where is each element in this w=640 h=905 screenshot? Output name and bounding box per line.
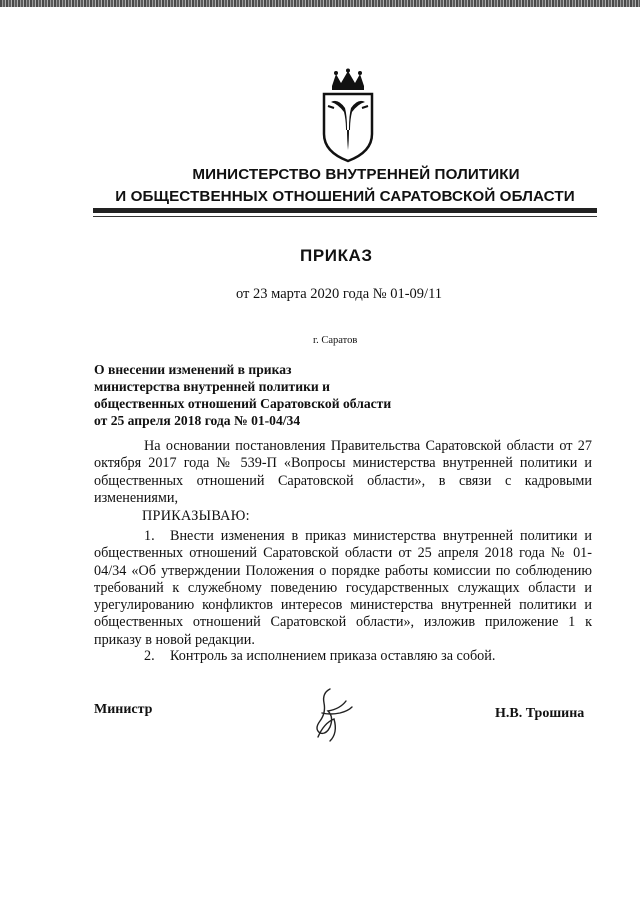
item-number: 2. <box>144 648 155 664</box>
item-text: Внести изменения в приказ министерства внутренней политики и общественных отношений Саратовской области от 25 апреля 2018 года № 01-04/34 «Об утверждении Положения о порядке работы комиссии по соблюдению требований к служебному поведению государственных служащих области и урегулированию конфликтов интересов министерства внутренней политики и общественных отношений Саратовской области», изложив приложение 1 к приказу в новой редакции. <box>94 528 592 648</box>
item-number: 1. <box>144 528 155 544</box>
header-divider-thin <box>93 216 597 217</box>
order-city: г. Саратов <box>313 335 358 346</box>
order-item-2 <box>144 648 495 665</box>
order-word: ПРИКАЗЫВАЮ: <box>142 508 250 524</box>
coat-of-arms-icon <box>318 68 378 164</box>
header-divider-thick <box>93 208 597 213</box>
preamble-paragraph: На основании постановления Правительства Саратовской области от 27 октября 2017 года № 539-П «Вопросы министерства внутренней политики и общественных отношений Саратовской области», в связи с кадровыми изменениями, <box>94 438 592 506</box>
order-subject <box>94 361 391 429</box>
subject-line: министерства внутренней политики и <box>94 379 330 394</box>
ministry-name-line2: И ОБЩЕСТВЕННЫХ ОТНОШЕНИЙ САРАТОВСКОЙ ОБЛАСТИ <box>115 188 575 205</box>
signer-position: Министр <box>94 702 153 717</box>
signer-name: Н.В. Трошина <box>495 706 585 721</box>
scan-edge <box>0 0 640 7</box>
document-title: ПРИКАЗ <box>300 246 373 265</box>
item-text: Контроль за исполнением приказа оставляю за собой. <box>170 648 496 664</box>
ministry-name-line1: МИНИСТЕРСТВО ВНУТРЕННЕЙ ПОЛИТИКИ <box>192 166 520 183</box>
handwritten-signature-icon <box>300 683 360 743</box>
order-date-number: от 23 марта 2020 года № 01-09/11 <box>236 286 443 302</box>
subject-line: общественных отношений Саратовской области <box>94 396 392 411</box>
order-item-1 <box>94 528 592 649</box>
subject-line: от 25 апреля 2018 года № 01-04/34 <box>94 413 301 428</box>
subject-line: О внесении изменений в приказ <box>94 362 292 377</box>
